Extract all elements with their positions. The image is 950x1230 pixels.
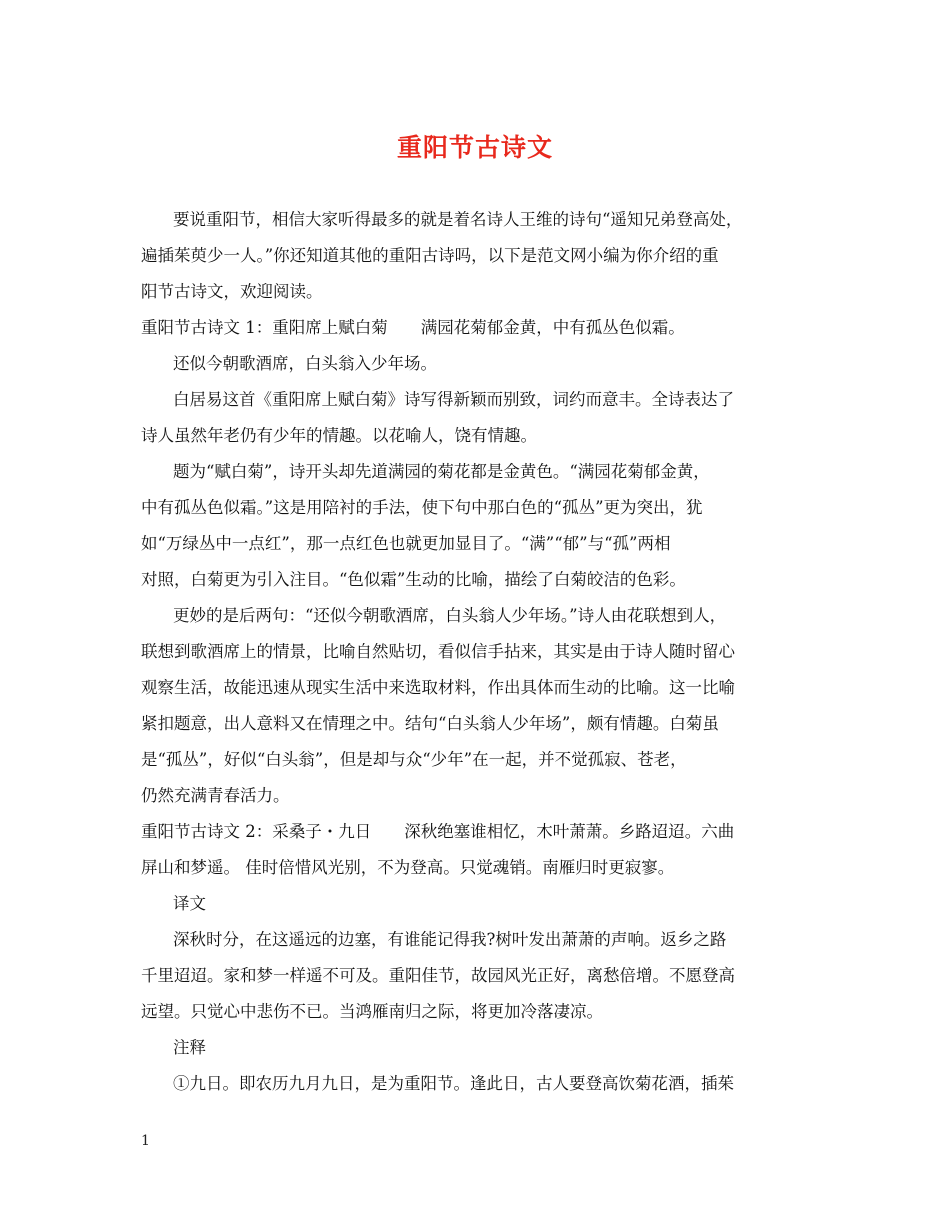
paragraph-line: ①九日。即农历九月九日，是为重阳节。逢此日，古人要登高饮菊花酒，插茱 [173,1074,734,1093]
paragraph-line: 阳节古诗文，欢迎阅读。 [141,282,323,301]
paragraph-line: 诗人虽然年老仍有少年的情趣。以花喻人，饶有情趣。 [141,426,537,445]
paragraph-line: 千里迢迢。家和梦一样遥不可及。重阳佳节，故园风光正好，离愁倍增。不愿登高 [141,966,735,985]
paragraph-line: 对照，白菊更为引入注目。“色似霜”生动的比喻，描绘了白菊皎洁的色彩。 [141,570,686,589]
poem-line: 还似今朝歌酒席，白头翁入少年场。 [173,354,437,373]
subheading-notes: 注释 [173,1038,206,1057]
paragraph-line: 深秋时分，在这遥远的边塞，有谁能记得我?树叶发出萧萧的声响。返乡之路 [173,930,727,949]
paragraph-line: 仍然充满青春活力。 [141,786,290,805]
paragraph-line: 远望。只觉心中悲伤不已。当鸿雁南归之际，将更加冷落凄凉。 [141,1002,603,1021]
paragraph-line: 如“万绿丛中一点红”，那一点红色也就更加显目了。“满”“郁”与“孤”两相 [141,534,671,553]
paragraph-line: 观察生活，故能迅速从现实生活中来选取材料，作出具体而生动的比喻。这一比喻 [141,678,735,697]
paragraph-line: 题为“赋白菊”，诗开头却先道满园的菊花都是金黄色。“满园花菊郁金黄， [173,462,710,481]
poem-line: 屏山和梦遥。 佳时倍惜风光别，不为登高。只觉魂销。南雁归时更寂寥。 [141,858,675,877]
paragraph-line: 中有孤丛色似霜。”这是用陪衬的手法，使下句中那白色的“孤丛”更为突出，犹 [141,498,703,517]
paragraph-line: 紧扣题意，出人意料又在情理之中。结句“白头翁人少年场”，颇有情趣。白菊虽 [141,714,719,733]
document-title: 重阳节古诗文 [396,133,553,162]
page-number: 1 [141,1133,150,1149]
paragraph-line: 要说重阳节，相信大家听得最多的就是着名诗人王维的诗句“遥知兄弟登高处， [173,210,743,229]
section-heading-line: 重阳节古诗文 1：重阳席上赋白菊 满园花菊郁金黄，中有孤丛色似霜。 [141,318,685,337]
subheading-translation: 译文 [173,894,206,913]
paragraph-line: 白居易这首《重阳席上赋白菊》诗写得新颖而别致，词约而意丰。全诗表达了 [173,390,734,409]
section-heading-line: 重阳节古诗文 2：采桑子・九日 深秋绝塞谁相忆，木叶萧萧。乡路迢迢。六曲 [141,822,735,841]
paragraph-line: 联想到歌酒席上的情景，比喻自然贴切，看似信手拈来，其实是由于诗人随时留心 [141,642,735,661]
paragraph-line: 是“孤丛”，好似“白头翁”，但是却与众“少年”在一起，并不觉孤寂、苍老， [141,750,687,769]
paragraph-line: 遍插茱萸少一人。”你还知道其他的重阳古诗吗，以下是范文网小编为你介绍的重 [141,246,719,265]
paragraph-line: 更妙的是后两句：“还似今朝歌酒席，白头翁人少年场。”诗人由花联想到人， [173,606,727,625]
document-body [141,202,813,1102]
